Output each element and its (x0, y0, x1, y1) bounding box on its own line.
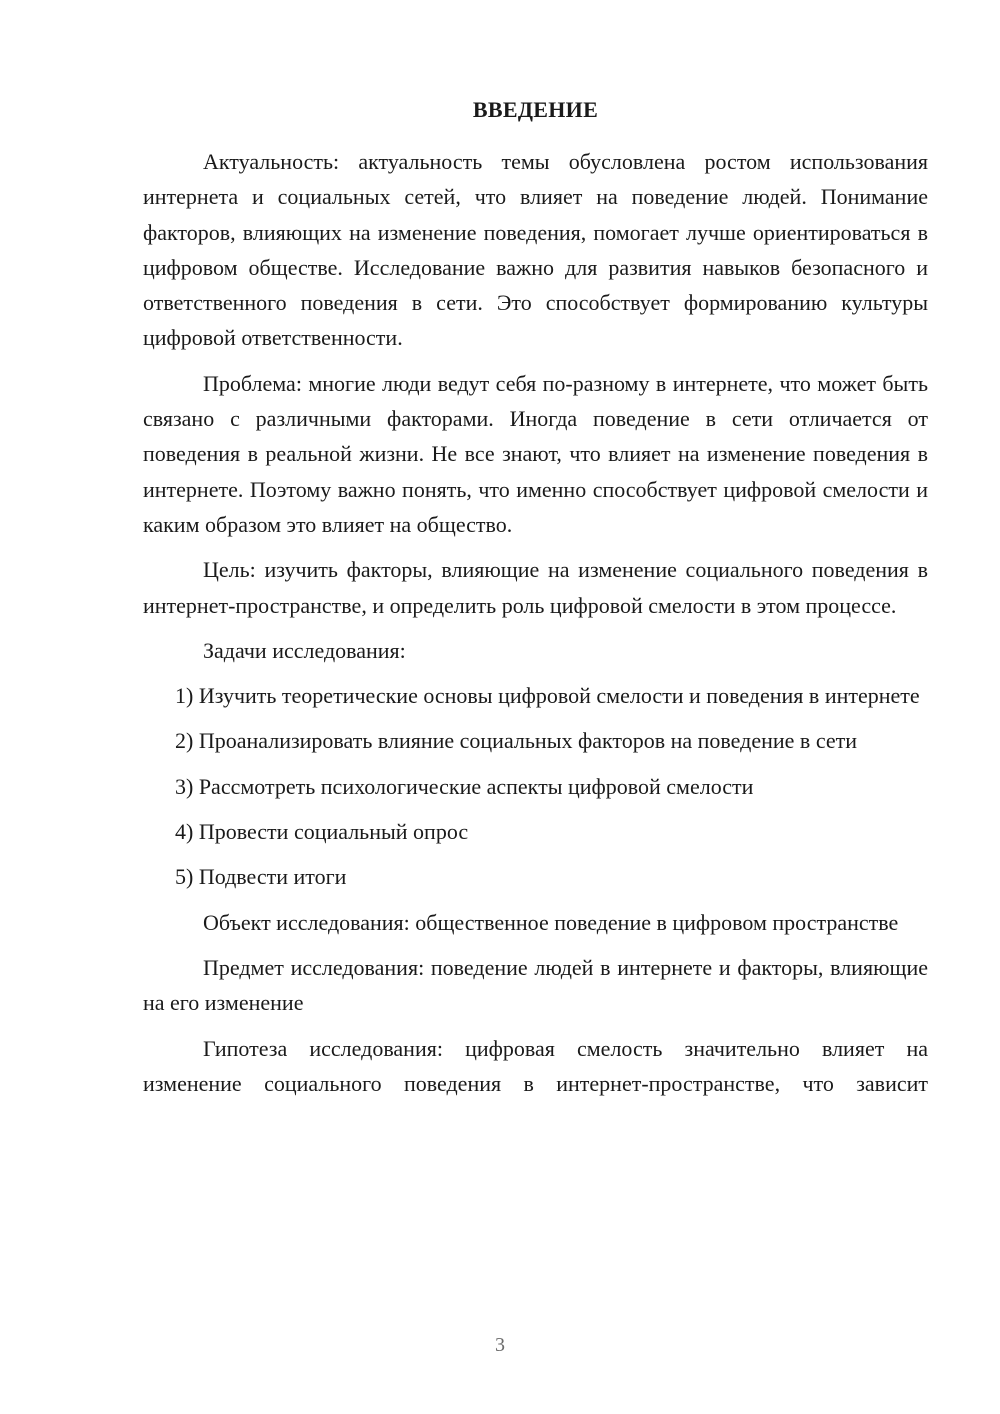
task-item-4: 4) Провести социальный опрос (175, 819, 469, 845)
paragraph-tasks-intro: Задачи исследования: (203, 637, 406, 663)
section-heading: ВВЕДЕНИЕ (472, 97, 599, 122)
task-item-1: 1) Изучить теоретические основы цифровой смелости и поведения в интернете (175, 683, 920, 709)
task-item-3: 3) Рассмотреть психологические аспекты цифровой смелости (175, 773, 754, 799)
paragraph-relevance: Актуальность: актуальность темы обусловлена ростом использования интернета и социальных сетей, что влияет на поведение людей. Понимание факторов, влияющих на изменение поведения, помогает лучше ориентироваться в цифровом обществе. Исследование важно для развития навыков безопасного и ответственного поведения в сети. Это способствует формированию культуры цифровой ответственности. (143, 149, 928, 351)
paragraph-object: Объект исследования: общественное поведение в цифровом пространстве (203, 909, 899, 935)
task-item-2: 2) Проанализировать влияние социальных факторов на поведение в сети (175, 728, 857, 754)
paragraph-subject: Предмет исследования: поведение людей в интернете и факторы, влияющие на его изменение (143, 954, 928, 1016)
task-item-5: 5) Подвести итоги (175, 864, 347, 890)
paragraph-hypothesis: Гипотеза исследования: цифровая смелость значительно влияет на изменение социального поведения в интернет-пространстве, что зависит (143, 1035, 928, 1096)
document-page (143, 96, 928, 1111)
paragraph-problem: Проблема: многие люди ведут себя по-разному в интернете, что может быть связано с различными факторами. Иногда поведение в сети отличается от поведения в реальной жизни. Не все знают, что влияет на изменение поведения в интернете. Поэтому важно понять, что именно способствует цифровой смелости и каким образом это влияет на общество. (143, 370, 928, 537)
page-number: 3 (495, 1334, 505, 1356)
paragraph-goal: Цель: изучить факторы, влияющие на изменение социального поведения в интернет-пространстве, и определить роль цифровой смелости в этом процессе. (143, 557, 928, 618)
